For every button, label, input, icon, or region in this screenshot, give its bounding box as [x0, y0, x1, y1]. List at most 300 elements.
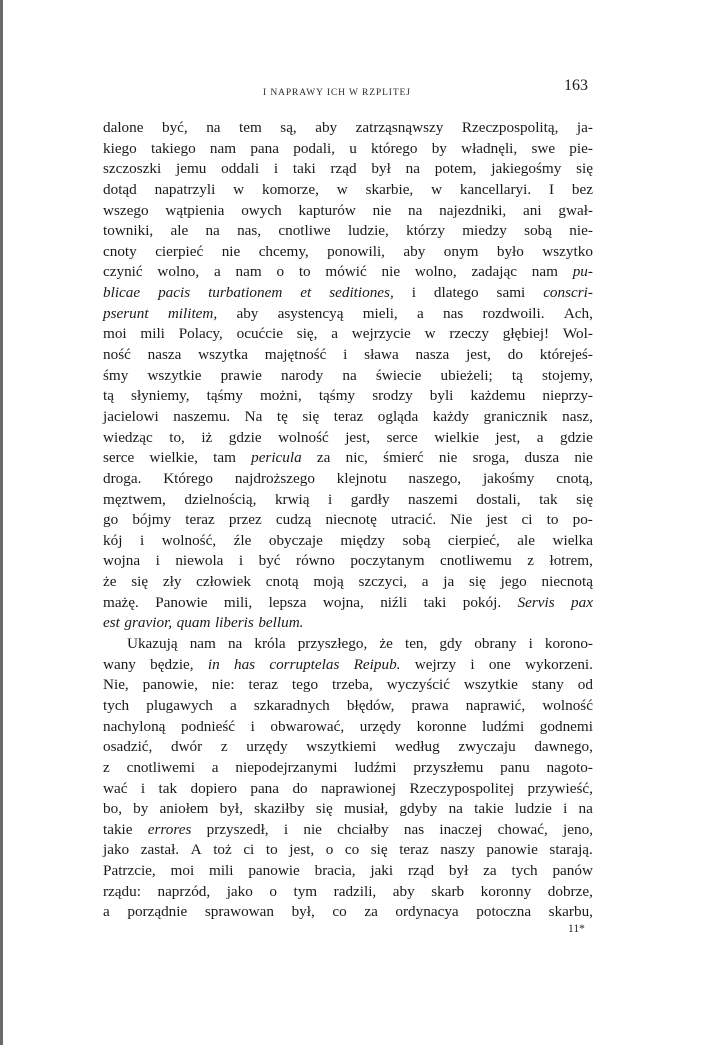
word: wszytka — [198, 346, 248, 364]
word: na — [227, 635, 243, 653]
word: Nie — [450, 511, 473, 529]
word: teraz — [185, 511, 215, 529]
word: naszemi — [408, 490, 458, 508]
italic-word: conscri- — [543, 284, 593, 302]
word: takiego — [150, 139, 196, 157]
word: króla — [254, 635, 286, 653]
word: by — [133, 800, 149, 818]
body-text — [103, 118, 593, 923]
word: to, — [169, 428, 185, 446]
word: i — [563, 800, 568, 818]
word: dusza — [524, 449, 560, 467]
word: o — [276, 263, 285, 281]
word: a — [230, 696, 237, 714]
word: takie — [103, 820, 133, 838]
word: rozdwoili. — [482, 304, 545, 322]
word: męztwem, — [103, 490, 166, 508]
word: to — [265, 841, 278, 859]
word: na — [448, 800, 463, 818]
word: Patrzcie, — [103, 862, 156, 880]
word: tak — [539, 490, 558, 508]
word: jacielowi — [103, 407, 159, 425]
word: jest — [486, 511, 508, 529]
italic-word: Servis — [517, 593, 555, 611]
word: w — [233, 180, 245, 198]
word: ludźmi — [354, 758, 397, 776]
word: był — [448, 862, 469, 880]
text-line — [103, 737, 593, 758]
word: wać — [103, 779, 128, 797]
word: słyniemy, — [131, 387, 190, 405]
text-line — [103, 820, 593, 841]
word: na — [206, 119, 221, 136]
word: i — [250, 717, 255, 735]
word: wszytkiemi — [306, 738, 377, 756]
word: wojna, — [322, 593, 364, 611]
word: jakośmy — [482, 469, 535, 487]
word: ność — [103, 346, 131, 364]
word: ci — [521, 511, 533, 529]
word: sroga, — [472, 449, 510, 467]
word: godnemi — [539, 717, 593, 735]
word: jakiegośmy — [491, 160, 562, 178]
word: było — [496, 242, 524, 260]
word: zastał. — [140, 841, 180, 859]
word: onym — [443, 242, 479, 260]
italic-word: est — [103, 614, 120, 632]
italic-word: blicae — [103, 284, 141, 302]
word: starają. — [549, 841, 593, 859]
word: taki — [292, 160, 316, 178]
text-line — [103, 262, 593, 283]
word: rząd — [330, 160, 357, 178]
word: potoczna — [476, 903, 532, 921]
word: niewola — [175, 552, 224, 570]
word: to — [298, 263, 311, 281]
word: i — [411, 284, 416, 302]
word: o — [269, 882, 277, 900]
word: szczoszki — [103, 160, 162, 178]
text-line — [103, 324, 593, 345]
word: naprawionej — [321, 779, 397, 797]
word: i — [528, 635, 533, 653]
word: A — [190, 841, 202, 859]
italic-word: turbationem — [208, 284, 283, 302]
word: bójmy — [132, 511, 172, 529]
word: jako — [103, 841, 130, 859]
word: gdyby — [399, 800, 438, 818]
word: Rzeczpospolitą, — [461, 119, 559, 136]
word: za — [364, 903, 378, 921]
word: sobą — [524, 222, 552, 240]
text-line — [103, 717, 593, 738]
italic-word: et — [300, 284, 312, 302]
word: niźli — [380, 593, 408, 611]
word: pokój. — [462, 593, 502, 611]
word: był — [371, 160, 391, 178]
text-line — [103, 304, 593, 325]
word: panów — [552, 862, 593, 880]
word: szkaradnych — [253, 696, 330, 714]
word: naprawić, — [465, 696, 526, 714]
word: stojemy, — [542, 366, 593, 384]
italic-word: has — [233, 655, 256, 673]
word: ponowili, — [327, 242, 385, 260]
word: za — [483, 862, 497, 880]
word: trzeba, — [331, 676, 373, 694]
word: prawa — [411, 696, 449, 714]
word: źle — [233, 531, 252, 549]
word: gardły — [350, 490, 390, 508]
word: na — [408, 201, 423, 219]
word: gwał- — [558, 201, 593, 219]
word: panu — [500, 758, 530, 776]
word: i — [343, 346, 348, 364]
word: to — [546, 511, 559, 529]
word: ubieżeli; — [440, 366, 493, 384]
word: ocućcie — [236, 325, 283, 343]
word: plugawych — [146, 696, 213, 714]
word: naprzód, — [157, 882, 211, 900]
word: nie — [372, 201, 392, 219]
word: nieprzy- — [542, 387, 593, 405]
word: osadzić, — [103, 738, 153, 756]
word: tą — [511, 366, 523, 384]
word: zatrząsnąwszy — [355, 119, 444, 136]
word: przez — [228, 511, 262, 529]
word: być, — [161, 119, 188, 136]
text-line — [103, 634, 593, 655]
word: radzili, — [333, 882, 377, 900]
word: jeno, — [563, 820, 593, 838]
word: a — [331, 325, 338, 343]
word: wszytko — [542, 242, 593, 260]
text-line — [103, 428, 593, 449]
text-line — [103, 180, 593, 201]
italic-word: pu- — [572, 263, 593, 281]
word: cudzą — [275, 511, 312, 529]
word: jego — [500, 573, 527, 591]
word: się — [131, 573, 149, 591]
text-line — [103, 118, 593, 139]
word: ludzie, — [347, 222, 389, 240]
word: jemu — [175, 160, 207, 178]
word: nam — [209, 139, 237, 157]
text-line — [103, 407, 593, 428]
word: świecie — [375, 366, 422, 384]
page-edge-shadow — [0, 0, 3, 1045]
word: asystencyą — [277, 304, 344, 322]
word: wykorzeni. — [525, 655, 593, 673]
word: się — [468, 573, 486, 591]
word: którzy — [406, 222, 445, 240]
word: nic, — [345, 449, 368, 467]
word: gdy — [439, 635, 463, 653]
word: takie — [474, 800, 504, 818]
word: na — [205, 222, 220, 240]
word: się — [576, 490, 593, 508]
word: przyszłemu — [413, 758, 484, 776]
word: jest, — [289, 841, 315, 859]
word: wszytkie — [463, 676, 518, 694]
word: wiedząc — [103, 428, 153, 446]
word: dalone — [103, 119, 144, 136]
word: i — [273, 160, 279, 178]
word: byli — [429, 387, 454, 405]
word: nagoto- — [546, 758, 593, 776]
word: być — [258, 552, 281, 570]
word: według — [394, 738, 440, 756]
word: dobrze, — [547, 882, 593, 900]
word: mili — [209, 862, 234, 880]
word: się — [315, 800, 333, 818]
word: Nie, — [103, 676, 129, 694]
text-line — [103, 758, 593, 779]
word: dawnego, — [534, 738, 593, 756]
word: porządnie — [127, 903, 188, 921]
word: komorze, — [261, 180, 319, 198]
word: podnieść — [181, 717, 235, 735]
word: aby — [236, 304, 259, 322]
word: ale — [517, 531, 535, 549]
word: u — [349, 139, 357, 157]
word: głębiej! — [502, 325, 550, 343]
word: miedzy — [462, 222, 507, 240]
word: tam — [213, 449, 236, 467]
italic-word: quam — [176, 614, 211, 632]
word: urzędy — [246, 738, 288, 756]
word: a — [421, 573, 429, 591]
word: go — [103, 511, 119, 529]
word: tąśmy — [206, 387, 243, 405]
word: od — [577, 676, 593, 694]
word: o — [325, 841, 334, 859]
word: I — [549, 180, 555, 198]
word: dwór — [171, 738, 203, 756]
italic-word: corruptelas — [269, 655, 340, 673]
word: wszego — [103, 201, 149, 219]
word: tąśmy — [318, 387, 356, 405]
word: aby — [315, 119, 338, 136]
word: panowie, — [142, 676, 198, 694]
word: obyczaje — [268, 531, 323, 549]
word: mażę. — [103, 593, 139, 611]
italic-word: pserunt — [103, 304, 149, 322]
word: teraz — [333, 407, 364, 425]
word: ludzie — [514, 800, 552, 818]
word: błędów, — [346, 696, 395, 714]
word: przywieść, — [527, 779, 593, 797]
word: utracić. — [391, 511, 437, 529]
word: tą — [103, 387, 114, 405]
word: dopiero — [190, 779, 237, 797]
italic-word: seditiones, — [329, 284, 394, 302]
word: jest, — [466, 346, 491, 364]
word: wielkie, — [149, 449, 198, 467]
word: nachyloną — [103, 717, 166, 735]
word: sława — [364, 346, 399, 364]
word: się — [302, 407, 320, 425]
word: skarb — [431, 882, 465, 900]
word: nie — [381, 263, 401, 281]
italic-word: pax — [571, 593, 593, 611]
word: nie — [574, 449, 593, 467]
word: i — [328, 490, 333, 508]
word: ani — [523, 201, 542, 219]
word: przyszedł, — [206, 820, 269, 838]
word: kiego — [103, 139, 137, 157]
word: cnotliwemu — [440, 552, 512, 570]
word: nasz, — [562, 407, 593, 425]
word: nie — [438, 449, 458, 467]
text-line — [103, 861, 593, 882]
word: jest, — [495, 428, 521, 446]
word: i — [283, 820, 289, 838]
italic-word: liberis — [214, 614, 254, 632]
word: ludźmi — [482, 717, 525, 735]
word: nie — [303, 820, 322, 838]
text-line — [103, 613, 593, 634]
word: każdy — [432, 407, 470, 425]
word: łotrem, — [549, 552, 593, 570]
word: kój — [103, 531, 123, 549]
word: lepsza — [268, 593, 307, 611]
word: wielkie — [434, 428, 479, 446]
word: po- — [572, 511, 593, 529]
word: najezdniki, — [439, 201, 507, 219]
word: zły — [162, 573, 182, 591]
text-line — [103, 283, 593, 304]
word: poczytanym — [350, 552, 425, 570]
word: mieli, — [362, 304, 398, 322]
word: z — [220, 738, 228, 756]
word: a — [211, 758, 219, 776]
word: tę — [276, 407, 288, 425]
word: do — [507, 346, 523, 364]
word: stany — [531, 676, 564, 694]
word: Którego — [163, 469, 213, 487]
word: w — [336, 180, 348, 198]
text-line — [103, 345, 593, 366]
word: cnotliwemi — [126, 758, 195, 776]
word: wojna — [103, 552, 141, 570]
word: ja — [443, 573, 455, 591]
word: do — [292, 779, 308, 797]
italic-word: Reipub. — [353, 655, 401, 673]
italic-word: in — [207, 655, 220, 673]
word: cnotliwe — [278, 222, 331, 240]
word: ci — [243, 841, 255, 859]
word: ja- — [576, 119, 593, 136]
word: nam — [189, 635, 216, 653]
word: obwarować, — [270, 717, 345, 735]
word: ogląda — [377, 407, 419, 425]
word: bez — [571, 180, 593, 198]
word: wejrzycie — [351, 325, 411, 343]
word: a — [103, 903, 110, 921]
word: i — [155, 552, 160, 570]
word: za — [316, 449, 331, 467]
word: jaki — [370, 862, 394, 880]
word: i — [470, 655, 475, 673]
word: nie: — [211, 676, 235, 694]
word: ordynacya — [395, 903, 459, 921]
signature-mark: 11* — [568, 923, 585, 935]
word: na — [578, 800, 593, 818]
word: inaczej — [439, 820, 483, 838]
text-line — [103, 386, 593, 407]
word: cierpieć — [155, 242, 204, 260]
word: koronne — [416, 717, 467, 735]
word: wyczyścić — [386, 676, 450, 694]
text-line — [103, 510, 593, 531]
running-head: I NAPRAWY ICH W RZPLITEJ — [263, 88, 411, 98]
word: którego — [371, 139, 418, 157]
word: dotąd — [103, 180, 137, 198]
word: Na — [244, 407, 263, 425]
word: tem — [239, 119, 262, 136]
word: panowie — [248, 862, 300, 880]
word: narody — [281, 366, 324, 384]
word: klejnotu — [336, 469, 387, 487]
word: potem, — [434, 160, 477, 178]
word: wolno, — [157, 263, 200, 281]
word: dlatego — [433, 284, 479, 302]
word: by — [431, 139, 447, 157]
text-line — [103, 201, 593, 222]
word: cnotą — [265, 573, 299, 591]
italic-word: militem, — [167, 304, 218, 322]
word: na — [342, 366, 357, 384]
text-line — [103, 572, 593, 593]
text-line — [103, 469, 593, 490]
word: aby — [403, 242, 426, 260]
word: gdzie — [228, 428, 262, 446]
word: wolno, — [414, 263, 457, 281]
word: nas, — [237, 222, 262, 240]
word: a — [536, 428, 544, 446]
word: oddali — [221, 160, 260, 178]
word: teraz — [399, 841, 429, 859]
word: serce — [386, 428, 418, 446]
word: krwią — [274, 490, 310, 508]
word: się — [576, 160, 593, 178]
word: naszy — [440, 841, 475, 859]
word: sobą — [402, 531, 431, 549]
word: podali, — [293, 139, 335, 157]
text-line — [103, 221, 593, 242]
word: się — [370, 841, 388, 859]
word: mili — [140, 325, 165, 343]
word: i — [140, 779, 146, 797]
word: napatrzyli — [154, 180, 216, 198]
word: prawie — [220, 366, 262, 384]
text-line — [103, 551, 593, 572]
word: wejrzy — [414, 655, 457, 673]
word: cnoty — [103, 242, 137, 260]
word: możni, — [259, 387, 302, 405]
word: urzędy — [359, 717, 402, 735]
word: że — [379, 635, 393, 653]
text-line — [103, 675, 593, 696]
word: nas — [443, 304, 464, 322]
text-line — [103, 655, 593, 676]
word: majętność — [264, 346, 327, 364]
text-line — [103, 799, 593, 820]
word: równo — [296, 552, 335, 570]
text-line — [103, 139, 593, 160]
word: droga. — [103, 469, 142, 487]
